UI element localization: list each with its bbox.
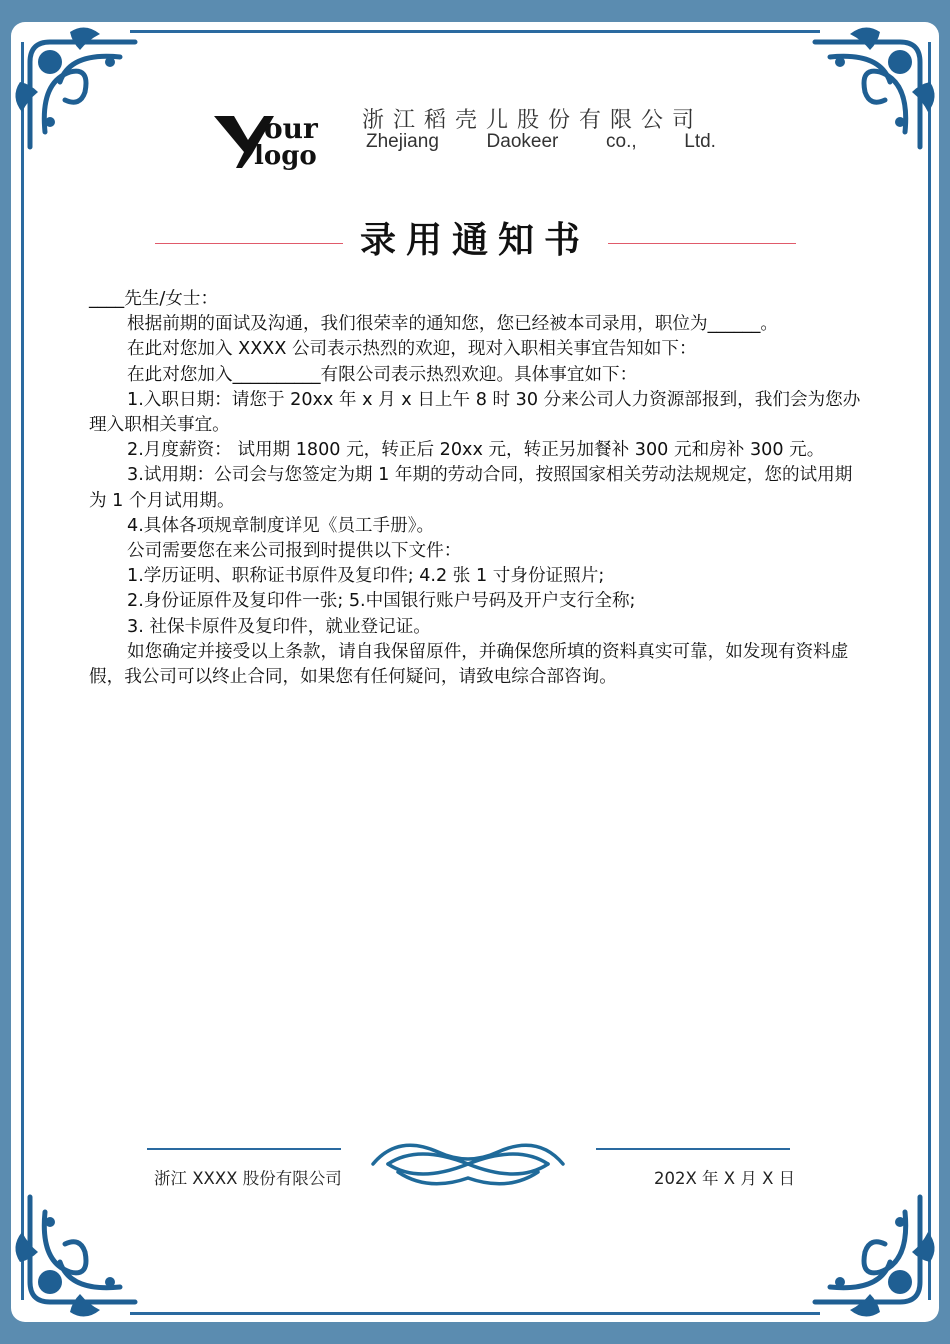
body-paragraph: 2.身份证原件及复印件一张; 5.中国银行账户号码及开户支行全称; bbox=[127, 591, 636, 612]
body-paragraph: 在此对您加入 XXXX 公司表示热烈的欢迎，现对入职相关事宜告知如下： bbox=[127, 339, 697, 360]
logo-text-top: our bbox=[264, 112, 318, 145]
body-paragraph: 3. 社保卡原件及复印件，就业登记证。 bbox=[127, 616, 431, 637]
company-name-en-word: Ltd. bbox=[684, 131, 716, 152]
salutation: ____先生/女士： bbox=[89, 289, 219, 309]
body-paragraph: 4.具体各项规章制度详见《员工手册》。 bbox=[127, 515, 435, 536]
footer-date: 202X 年 X 月 X 日 bbox=[654, 1169, 796, 1188]
body-paragraph: 公司需要您在来公司报到时提供以下文件： bbox=[127, 541, 462, 562]
body-paragraph: 2.月度薪资： 试用期 1800 元，转正后 20xx 元，转正另加餐补 300 元和房补 300 元。 bbox=[127, 440, 825, 461]
footer-rule-right bbox=[596, 1148, 790, 1150]
body-paragraph: 根据前期的面试及沟通，我们很荣幸的通知您，您已经被本司录用，职位为______。 bbox=[127, 314, 778, 335]
company-name-en-word: co., bbox=[606, 131, 637, 152]
company-logo bbox=[212, 110, 342, 170]
corner-ornament-bottom-left bbox=[10, 1192, 140, 1322]
company-name-en-word: Daokeer bbox=[486, 131, 559, 152]
corner-ornament-top-left bbox=[10, 22, 140, 152]
body-paragraph: 1.入职日期：请您于 20xx 年 x 月 x 日上午 8 时 30 分来公司人力资源部报到，我们会为您办理入职相关事宜。 bbox=[89, 389, 861, 436]
title-rule-left bbox=[155, 243, 343, 244]
title-rule-right bbox=[608, 243, 796, 244]
company-name-en bbox=[366, 131, 716, 153]
footer-flourish-ornament bbox=[368, 1134, 568, 1192]
letter-body bbox=[89, 287, 861, 690]
document-title: 录用通知书 bbox=[359, 220, 590, 261]
body-paragraph: 如您确定并接受以上条款，请自我保留原件，并确保您所填的资料真实可靠，如发现有资料虚假，我公司可以终止合同，如果您有任何疑问，请致电综合部咨询。 bbox=[89, 641, 849, 688]
body-paragraph: 在此对您加入__________有限公司表示热烈欢迎。具体事宜如下： bbox=[127, 364, 638, 385]
footer-company-name: 浙江 XXXX 股份有限公司 bbox=[154, 1169, 342, 1188]
logo-text-bottom: logo bbox=[254, 141, 317, 170]
frame-bottom-border bbox=[130, 1312, 820, 1315]
body-paragraph: 1.学历证明、职称证书原件及复印件; 4.2 张 1 寸身份证照片; bbox=[127, 566, 605, 587]
company-name-cn: 浙江稻壳儿股份有限公司 bbox=[362, 108, 704, 133]
body-paragraph: 3.试用期：公司会与您签定为期 1 年期的劳动合同，按照国家相关劳动法规规定，您的试用期为 1 个月试用期。 bbox=[89, 465, 853, 511]
company-name-en-word: Zhejiang bbox=[366, 131, 439, 152]
frame-top-border bbox=[130, 30, 820, 33]
corner-ornament-top-right bbox=[810, 22, 940, 152]
corner-ornament-bottom-right bbox=[810, 1192, 940, 1322]
footer-rule-left bbox=[147, 1148, 341, 1150]
